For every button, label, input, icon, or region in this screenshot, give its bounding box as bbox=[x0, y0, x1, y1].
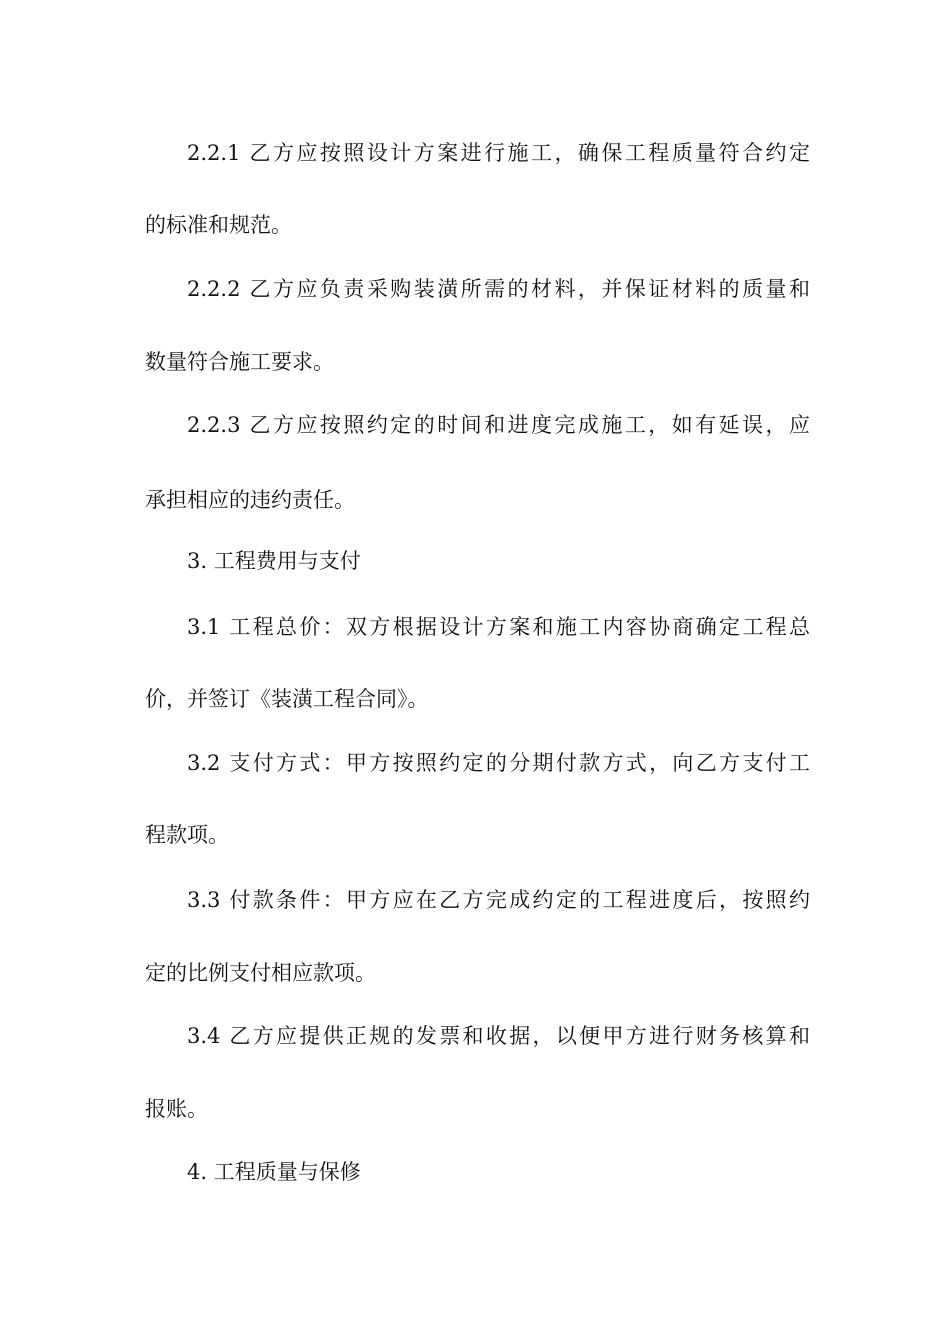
clause-2-2-1-line-1: 2.2.1 乙方应按照设计方案进行施工，确保工程质量符合约定 bbox=[187, 141, 810, 165]
clause-2-2-2-line-2: 数量符合施工要求。 bbox=[145, 350, 334, 374]
clause-2-2-3-line-1: 2.2.3 乙方应按照约定的时间和进度完成施工，如有延误，应 bbox=[187, 413, 810, 437]
clause-3-4-line-1: 3.4 乙方应提供正规的发票和收据，以便甲方进行财务核算和 bbox=[187, 1024, 810, 1048]
clause-3-1-line-1: 3.1 工程总价：双方根据设计方案和施工内容协商确定工程总 bbox=[187, 615, 810, 639]
clause-3-3-line-1: 3.3 付款条件：甲方应在乙方完成约定的工程进度后，按照约 bbox=[187, 888, 810, 912]
clause-2-2-2-line-1: 2.2.2 乙方应负责采购装潢所需的材料，并保证材料的质量和 bbox=[187, 277, 810, 301]
clause-3-1-line-2: 价，并签订《装潢工程合同》。 bbox=[145, 687, 429, 711]
clause-2-2-1-line-2: 的标准和规范。 bbox=[145, 213, 292, 237]
clause-3-4-line-2: 报账。 bbox=[145, 1097, 208, 1121]
clause-3-2-line-1: 3.2 支付方式：甲方按照约定的分期付款方式，向乙方支付工 bbox=[187, 751, 810, 775]
section-4-heading: 4. 工程质量与保修 bbox=[187, 1160, 361, 1184]
clause-2-2-3-line-2: 承担相应的违约责任。 bbox=[145, 488, 355, 512]
section-3-heading: 3. 工程费用与支付 bbox=[187, 549, 361, 573]
clause-3-2-line-2: 程款项。 bbox=[145, 823, 229, 847]
clause-3-3-line-2: 定的比例支付相应款项。 bbox=[145, 961, 376, 985]
